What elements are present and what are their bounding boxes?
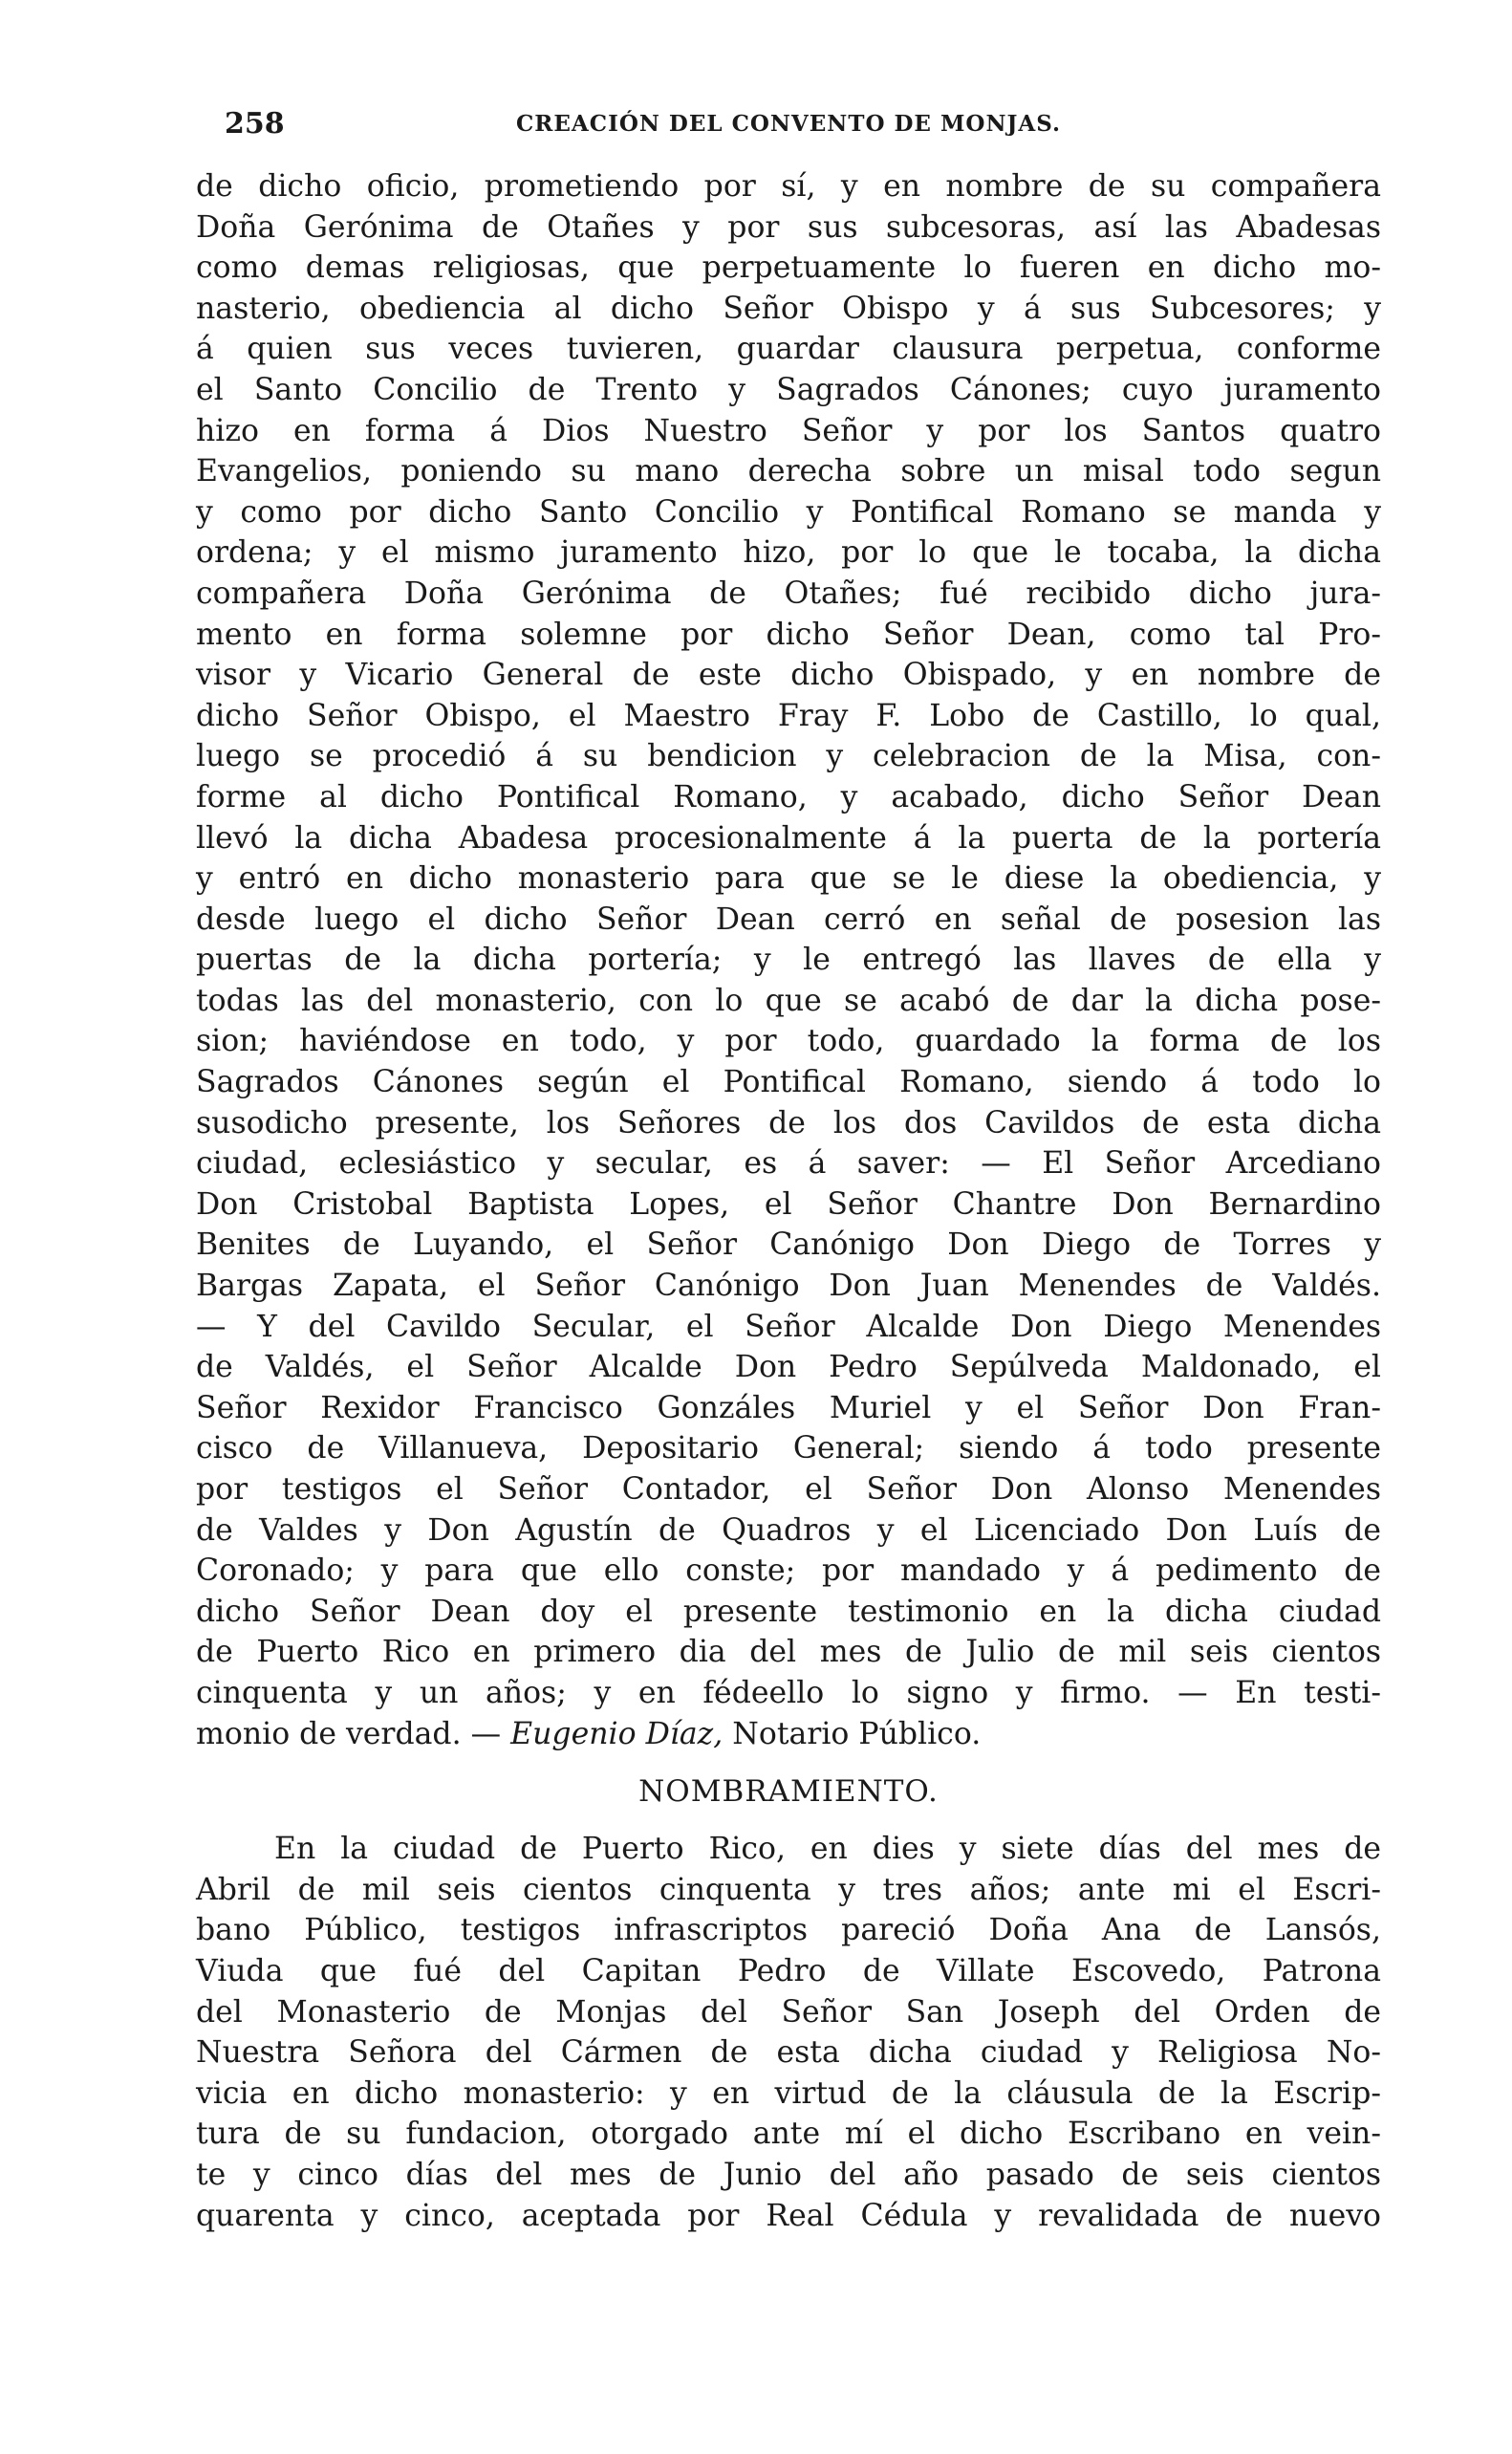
text-line: tura de su fundacion, otorgado ante mí el dicho Escribano en vein- bbox=[196, 2117, 1381, 2152]
text-line: sion; haviéndose en todo, y por todo, guardado la forma de los bbox=[196, 1024, 1381, 1059]
signature-line bbox=[196, 1714, 1381, 1755]
text-line: vicia en dicho monasterio: y en virtud de la cláusula de la Escrip- bbox=[196, 2075, 1381, 2111]
text-line: cisco de Villanueva, Depositario General; siendo á todo presente bbox=[196, 1431, 1381, 1466]
text-line: Don Cristobal Baptista Lopes, el Señor Chantre Don Bernardino bbox=[196, 1186, 1381, 1222]
text-line: ordena; y el mismo juramento hizo, por lo que le tocaba, la dicha bbox=[196, 535, 1381, 571]
text-line: Señor Rexidor Francisco Gonzáles Muriel y el Señor Don Fran- bbox=[196, 1390, 1381, 1425]
text-line: Nuestra Señora del Cármen de esta dicha ciudad y Religiosa No- bbox=[196, 2035, 1381, 2071]
text-line: Benites de Luyando, el Señor Canónigo Don Diego de Torres y bbox=[196, 1227, 1381, 1263]
text-line: luego se procedió á su bendicion y celebracion de la Misa, con- bbox=[196, 739, 1381, 774]
text-line: — Y del Cavildo Secular, el Señor Alcalde Don Diego Menendes bbox=[196, 1309, 1381, 1344]
page-number: 258 bbox=[225, 107, 285, 141]
text-line: dicho Señor Dean doy el presente testimonio en la dicha ciudad bbox=[196, 1594, 1381, 1629]
paragraph-appointment bbox=[196, 1829, 1381, 2236]
text-line: llevó la dicha Abadesa procesionalmente á la puerta de la portería bbox=[196, 820, 1381, 856]
text-line: compañera Doña Gerónima de Otañes; fué recibido dicho jura- bbox=[196, 575, 1381, 611]
text-line: desde luego el dicho Señor Dean cerró en señal de posesion las bbox=[196, 901, 1381, 937]
text-line: de Valdes y Don Agustín de Quadros y el Licenciado Don Luís de bbox=[196, 1512, 1381, 1548]
text-line: Sagrados Cánones según el Pontifical Romano, siendo á todo lo bbox=[196, 1065, 1381, 1100]
text-line: te y cinco días del mes de Junio del año pasado de seis cientos bbox=[196, 2157, 1381, 2192]
text-line: ciudad, eclesiástico y secular, es á saver: — El Señor Arcediano bbox=[196, 1146, 1381, 1182]
text-line: bano Público, testigos infrascriptos pareció Doña Ana de Lansós, bbox=[196, 1913, 1381, 1948]
text-line: mento en forma solemne por dicho Señor Dean, como tal Pro- bbox=[196, 617, 1381, 652]
notary-name: Eugenio Díaz, bbox=[510, 1716, 724, 1751]
text-line: puertas de la dicha portería; y le entregó las llaves de ella y bbox=[196, 943, 1381, 978]
text-line: Evangelios, poniendo su mano derecha sobre un misal todo segun bbox=[196, 454, 1381, 489]
text-line: Viuda que fué del Capitan Pedro de Villate Escovedo, Patrona bbox=[196, 1953, 1381, 1988]
text-line: Doña Gerónima de Otañes y por sus subcesoras, así las Abadesas bbox=[196, 209, 1381, 245]
text-line: de Valdés, el Señor Alcalde Don Pedro Sepúlveda Maldonado, el bbox=[196, 1350, 1381, 1385]
text-line: como demas religiosas, que perpetuamente lo fueren en dicho mo- bbox=[196, 250, 1381, 286]
text-line: todas las del monasterio, con lo que se acabó de dar la dicha pose- bbox=[196, 983, 1381, 1018]
text-line: Bargas Zapata, el Señor Canónigo Don Juan Menendes de Valdés. bbox=[196, 1269, 1381, 1304]
notary-title: Notario Público. bbox=[723, 1716, 982, 1751]
text-line: el Santo Concilio de Trento y Sagrados Cánones; cuyo juramento bbox=[196, 372, 1381, 407]
text-line: forme al dicho Pontifical Romano, y acabado, dicho Señor Dean bbox=[196, 779, 1381, 814]
text-line: dicho Señor Obispo, el Maestro Fray F. Lobo de Castillo, lo qual, bbox=[196, 698, 1381, 733]
running-header bbox=[196, 96, 1381, 153]
text-line: de dicho oficio, prometiendo por sí, y en nombre de su compañera bbox=[196, 169, 1381, 204]
section-heading: NOMBRAMIENTO. bbox=[638, 1774, 939, 1810]
text-line: cinquenta y un años; y en fédeello lo signo y firmo. — En testi- bbox=[196, 1675, 1381, 1710]
text-line: En la ciudad de Puerto Rico, en dies y siete días del mes de bbox=[274, 1832, 1381, 1867]
text-line: Coronado; y para que ello conste; por mandado y á pedimento de bbox=[196, 1553, 1381, 1589]
document-page bbox=[196, 96, 1381, 2236]
text-line: á quien sus veces tuvieren, guardar clausura perpetua, conforme bbox=[196, 332, 1381, 367]
text-line: y entró en dicho monasterio para que se le diese la obediencia, y bbox=[196, 861, 1381, 897]
text-line: del Monasterio de Monjas del Señor San Joseph del Orden de bbox=[196, 1994, 1381, 2030]
text-line: por testigos el Señor Contador, el Señor Don Alonso Menendes bbox=[196, 1472, 1381, 1507]
text-line: susodicho presente, los Señores de los dos Cavildos de esta dicha bbox=[196, 1105, 1381, 1140]
text-line: quarenta y cinco, aceptada por Real Cédula y revalidada de nuevo bbox=[196, 2198, 1381, 2233]
text-line: visor y Vicario General de este dicho Obispado, y en nombre de bbox=[196, 658, 1381, 693]
text-line: Abril de mil seis cientos cinquenta y tres años; ante mi el Escri- bbox=[196, 1872, 1381, 1907]
text-line: de Puerto Rico en primero dia del mes de Julio de mil seis cientos bbox=[196, 1635, 1381, 1670]
running-title: CREACIÓN DEL CONVENTO DE MONJAS. bbox=[515, 111, 1062, 137]
paragraph-testimony bbox=[196, 166, 1381, 1754]
text-line: hizo en forma á Dios Nuestro Señor y por los Santos quatro bbox=[196, 413, 1381, 448]
text-line: nasterio, obediencia al dicho Señor Obispo y á sus Subcesores; y bbox=[196, 291, 1381, 326]
signature-prefix: monio de verdad. — bbox=[196, 1716, 511, 1751]
text-line: y como por dicho Santo Concilio y Pontifical Romano se manda y bbox=[196, 494, 1381, 530]
